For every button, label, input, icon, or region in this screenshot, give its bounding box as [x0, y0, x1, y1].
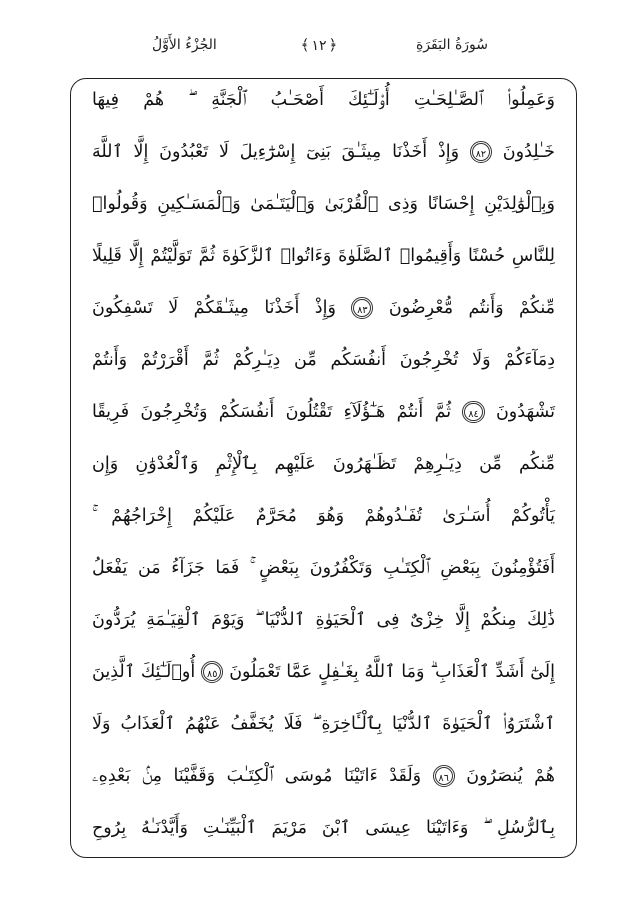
line-text: أُو۟لَـٰٓئِكَ ٱلَّذِينَ — [92, 662, 196, 682]
line-text: خَـٰلِدُونَ — [502, 142, 555, 162]
line-text: وَبِٱلْوَٰلِدَيْنِ إِحْسَانًا وَذِى ٱلْقُرْبَىٰ وَٱلْيَتَـٰمَىٰ وَٱلْمَسَـٰكِينِ وَقُولُوا۟ — [92, 194, 555, 214]
line-text: لِلنَّاسِ حُسْنًا وَأَقِيمُوا۟ ٱلصَّلَوٰةَ وَءَاتُوا۟ ٱلزَّكَوٰةَ ثُمَّ تَوَلَّيْتُمْ إِلَّا قَلِيلًا — [92, 246, 555, 266]
quran-line — [92, 334, 555, 386]
line-text: وَإِذْ أَخَذْنَا مِيثَـٰقَكُمْ لَا تَسْفِكُونَ — [92, 298, 336, 318]
quran-line — [92, 542, 555, 594]
line-text: ٱشْتَرَوُا۟ ٱلْحَيَوٰةَ ٱلدُّنْيَا بِٱلْـَٔاخِرَةِ ۖ فَلَا يُخَفَّفُ عَنْهُمُ ٱلْعَذَابُ وَلَا — [92, 714, 555, 734]
ayah-number-marker: ٨٥ — [201, 661, 223, 683]
ornate-bracket-left — [299, 36, 312, 54]
quran-line — [92, 698, 555, 750]
quran-line — [92, 594, 555, 646]
line-text: مِّنكُمْ وَأَنتُم مُّعْرِضُونَ — [388, 298, 555, 318]
page-number: ١٢ — [311, 38, 327, 54]
line-text: هُمْ يُنصَرُونَ — [466, 766, 555, 786]
quran-line — [92, 74, 555, 126]
line-text: تَشْهَدُونَ — [495, 402, 555, 422]
quran-line — [92, 386, 555, 438]
surah-name-header: سُورَةُ البَقَرَةِ — [415, 37, 488, 53]
ayah-number-marker: ٨٦ — [433, 765, 455, 787]
quran-line — [92, 282, 555, 334]
ayah-number-marker: ٨٤ — [462, 401, 484, 423]
quran-line — [92, 230, 555, 282]
line-text: وَعَمِلُوا۟ ٱلصَّـٰلِحَـٰتِ أُو۟لَـٰٓئِكَ أَصْحَـٰبُ ٱلْجَنَّةِ ۖ هُمْ فِيهَا — [92, 90, 555, 110]
line-text: دِمَآءَكُمْ وَلَا تُخْرِجُونَ أَنفُسَكُم مِّن دِيَـٰرِكُمْ ثُمَّ أَقْرَرْتُمْ وَأَنتُمْ — [92, 350, 555, 370]
quran-line — [92, 750, 555, 802]
ayah-number-marker: ٨٣ — [351, 297, 373, 319]
line-text: أَفَتُؤْمِنُونَ بِبَعْضِ ٱلْكِتَـٰبِ وَتَكْفُرُونَ بِبَعْضٍ ۚ فَمَا جَزَآءُ مَن يَفْعَلُ — [92, 558, 555, 578]
line-text: ثُمَّ أَنتُمْ هَـٰٓؤُلَآءِ تَقْتُلُونَ أَنفُسَكُمْ وَتُخْرِجُونَ فَرِيقًا — [92, 402, 452, 422]
line-text: وَلَقَدْ ءَاتَيْنَا مُوسَى ٱلْكِتَـٰبَ وَقَفَّيْنَا مِنۢ بَعْدِهِۦ — [92, 766, 422, 786]
line-text: ذَٰلِكَ مِنكُمْ إِلَّا خِزْىٌ فِى ٱلْحَيَوٰةِ ٱلدُّنْيَا ۖ وَيَوْمَ ٱلْقِيَـٰمَةِ يُرَدُّونَ — [92, 610, 555, 630]
line-text: يَأْتُوكُمْ أُسَـٰرَىٰ تُفَـٰدُوهُمْ وَهُوَ مُحَرَّمٌ عَلَيْكُمْ إِخْرَاجُهُمْ ۚ — [92, 506, 555, 526]
quran-line — [92, 490, 555, 542]
juz-name-header: الجُزْءُ الأَوَّلُ — [152, 37, 217, 53]
line-text: بِٱلرُّسُلِ ۖ وَءَاتَيْنَا عِيسَى ٱبْنَ مَرْيَمَ ٱلْبَيِّنَـٰتِ وَأَيَّدْنَـٰهُ بِرُوحِ — [92, 818, 555, 838]
ornate-bracket-right — [327, 36, 340, 54]
ayah-number-marker: ٨٢ — [470, 141, 492, 163]
quran-line — [92, 438, 555, 490]
quran-line — [92, 646, 555, 698]
line-text: مِّنكُم مِّن دِيَـٰرِهِمْ تَظَـٰهَرُونَ عَلَيْهِم بِٱلْإِثْمِ وَٱلْعُدْوَٰنِ وَإِن — [92, 454, 555, 474]
quran-text-block — [92, 74, 555, 854]
quran-line — [92, 178, 555, 230]
page-number-header — [269, 34, 369, 57]
quran-line — [92, 802, 555, 854]
line-text: وَإِذْ أَخَذْنَا مِيثَـٰقَ بَنِىٓ إِسْرَٰٓءِيلَ لَا تَعْبُدُونَ إِلَّا ٱللَّهَ — [92, 142, 460, 162]
line-text: إِلَىٰٓ أَشَدِّ ٱلْعَذَابِ ۗ وَمَا ٱللَّهُ بِغَـٰفِلٍ عَمَّا تَعْمَلُونَ — [229, 662, 555, 682]
quran-line — [92, 126, 555, 178]
